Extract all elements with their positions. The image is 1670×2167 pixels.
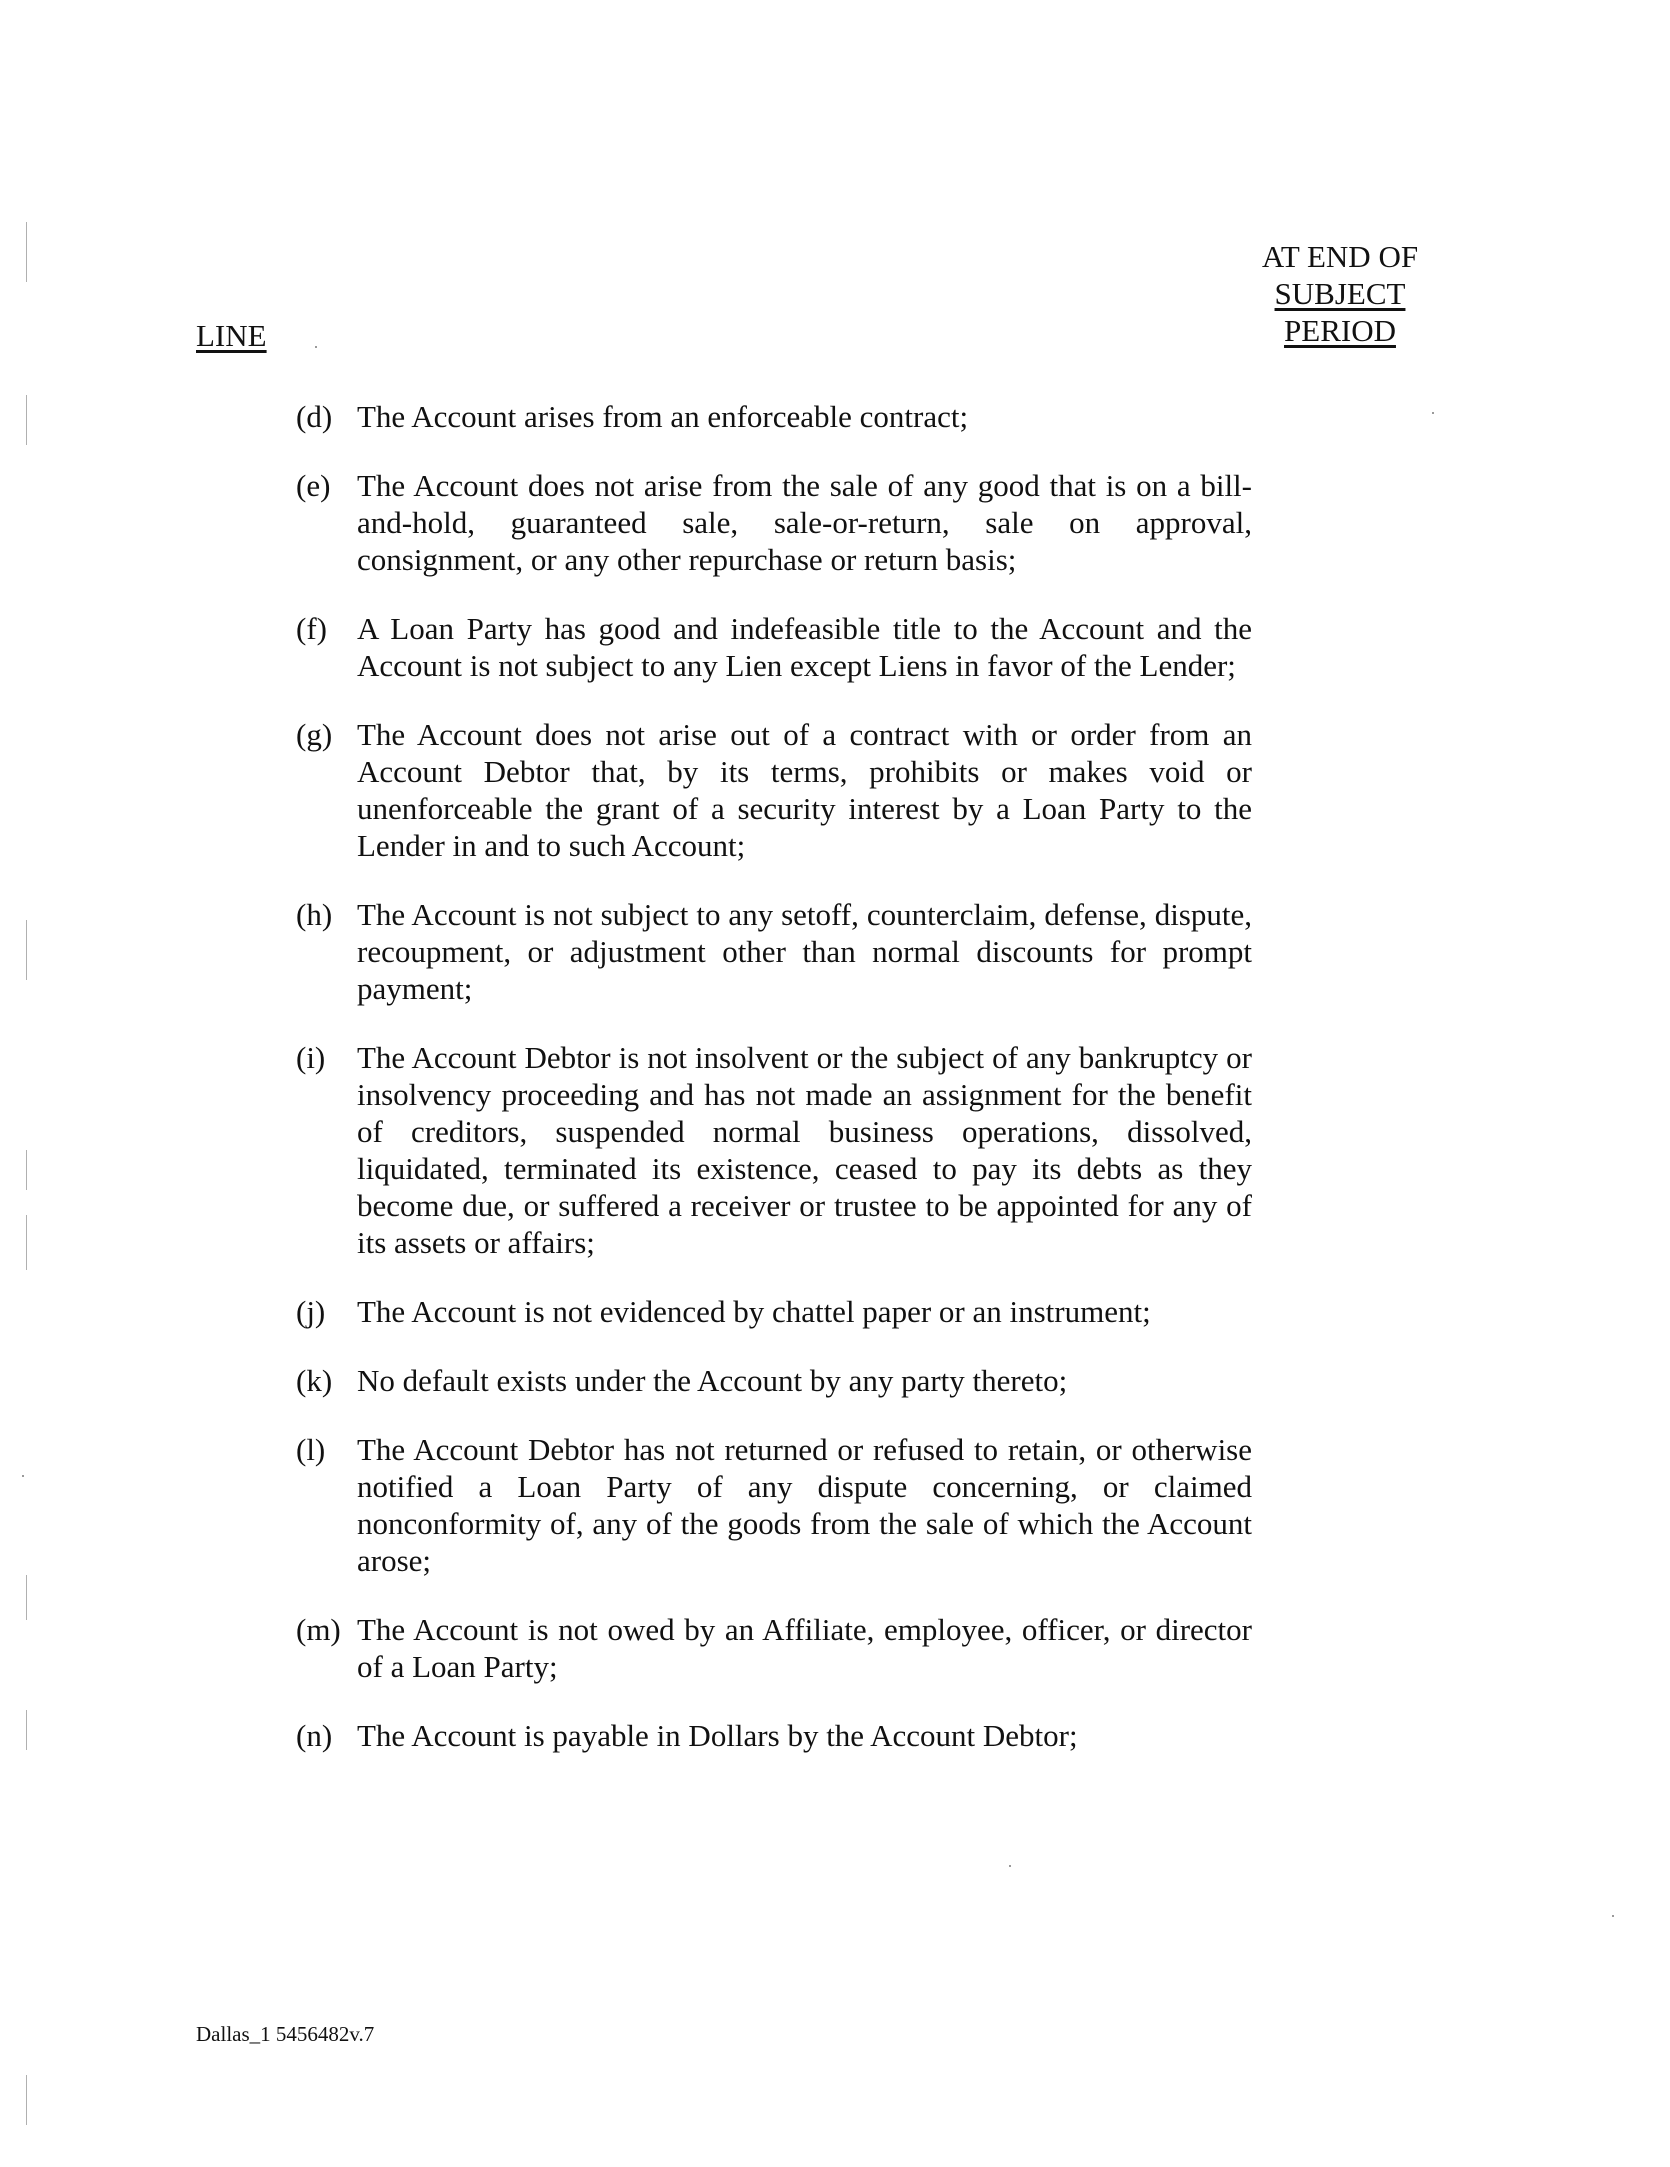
list-item	[296, 398, 1252, 435]
scan-artifact	[26, 395, 27, 445]
list-item	[296, 610, 1252, 684]
scan-artifact	[26, 2075, 27, 2125]
item-label: (d)	[296, 399, 333, 434]
list-item	[296, 1039, 1252, 1261]
scan-artifact	[26, 1710, 27, 1750]
item-label: (j)	[296, 1294, 326, 1329]
scan-artifact	[26, 920, 27, 980]
item-text: The Account is not subject to any setoff, counterclaim, defense, dispute, recoupment, or adjustment other than normal discounts for prompt payment;	[357, 897, 1252, 1006]
item-label: (e)	[296, 468, 331, 503]
scan-artifact	[26, 1215, 27, 1270]
list-item	[296, 467, 1252, 578]
item-label: (n)	[296, 1718, 333, 1753]
item-text: The Account Debtor is not insolvent or the subject of any bankruptcy or insolvency proceeding and has not made an assignment for the benefit of creditors, suspended normal business operations, dissolved, liquidated, terminated its existence, ceased to pay its debts as they become due, or suffered a receiver or trustee to be appointed for any of its assets or affairs;	[357, 1040, 1252, 1260]
scan-artifact	[315, 346, 317, 348]
item-text: The Account is not evidenced by chattel paper or an instrument;	[357, 1294, 1151, 1329]
column-heading-line-1: AT END OF	[1261, 239, 1419, 274]
item-label: (i)	[296, 1040, 326, 1075]
item-text: The Account Debtor has not returned or refused to retain, or otherwise notified a Loan Party of any dispute concerning, or claimed nonconformity of, any of the goods from the sale of which the Account arose;	[357, 1432, 1252, 1578]
item-text: The Account does not arise out of a contract with or order from an Account Debtor that, by its terms, prohibits or makes void or unenforceable the grant of a security interest by a Loan Party to the Lender in and to such Account;	[357, 717, 1252, 863]
list-item	[296, 1362, 1252, 1399]
line-heading: LINE	[196, 318, 267, 353]
list-item	[296, 716, 1252, 864]
scan-artifact	[26, 222, 27, 282]
item-label: (l)	[296, 1432, 326, 1467]
item-text: The Account is not owed by an Affiliate, employee, officer, or director of a Loan Party;	[357, 1612, 1252, 1684]
item-label: (h)	[296, 897, 333, 932]
scan-artifact	[1009, 1865, 1011, 1867]
criteria-list	[296, 398, 1252, 1786]
document-id-footer: Dallas_1 5456482v.7	[196, 2022, 375, 2046]
item-label: (g)	[296, 717, 333, 752]
column-heading-line-2: SUBJECT	[1274, 276, 1406, 311]
list-item	[296, 896, 1252, 1007]
item-text: A Loan Party has good and indefeasible title to the Account and the Account is not subject to any Lien except Liens in favor of the Lender;	[357, 611, 1252, 683]
column-heading-line-3: PERIOD	[1284, 313, 1396, 348]
item-text: The Account is payable in Dollars by the Account Debtor;	[357, 1718, 1078, 1753]
item-label: (m)	[296, 1612, 341, 1647]
scan-artifact	[26, 1575, 27, 1620]
list-item	[296, 1431, 1252, 1579]
scan-artifact	[1432, 412, 1434, 414]
scan-artifact	[26, 1150, 27, 1190]
list-item	[296, 1717, 1252, 1754]
list-item	[296, 1611, 1252, 1685]
item-label: (f)	[296, 611, 327, 646]
item-text: The Account arises from an enforceable contract;	[357, 399, 969, 434]
scan-artifact	[22, 1475, 24, 1477]
column-heading	[1220, 238, 1460, 349]
item-label: (k)	[296, 1363, 333, 1398]
scan-artifact	[1612, 1915, 1614, 1917]
item-text: No default exists under the Account by any party thereto;	[357, 1363, 1068, 1398]
item-text: The Account does not arise from the sale of any good that is on a bill-and-hold, guaranteed sale, sale-or-return, sale on approval, consignment, or any other repurchase or return basis;	[357, 468, 1252, 577]
list-item	[296, 1293, 1252, 1330]
